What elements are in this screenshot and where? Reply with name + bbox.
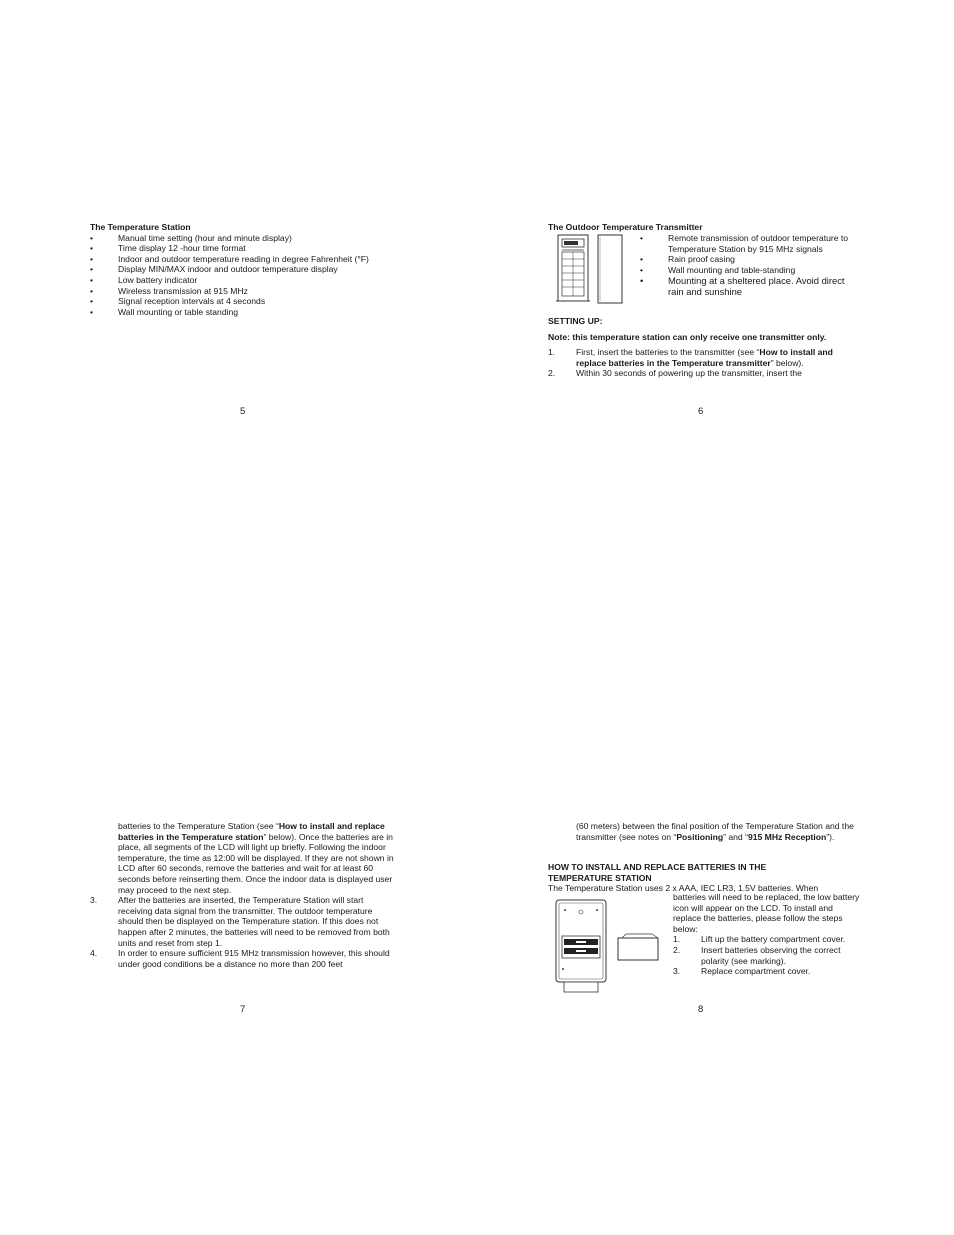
page8-battery-section [548, 862, 860, 894]
battery-heading-line2: TEMPERATURE STATION [548, 872, 652, 883]
list-item: • Rain proof casing [640, 254, 862, 265]
list-item: • Signal reception intervals at 4 seconds [90, 296, 420, 307]
list-item: 1. First, insert the batteries to the transmitter (see “How to install and replace batteries in the Temperature transmitter” below). [548, 347, 833, 368]
list-item: • Time display 12 -hour time format [90, 243, 420, 254]
list-item: • Wireless transmission at 915 MHz [90, 286, 420, 297]
page-number-5: 5 [240, 406, 246, 417]
battery-intro: The Temperature Station uses 2 x AAA, IEC LR3, 1.5V batteries. When [548, 883, 819, 894]
list-item: • Remote transmission of outdoor temperature to Temperature Station by 915 MHz signals [640, 233, 862, 254]
list-item: 2. Within 30 seconds of powering up the transmitter, insert the [548, 368, 802, 379]
page-number-6: 6 [698, 406, 704, 417]
page6-feature-list [640, 233, 862, 297]
list-item: • Manual time setting (hour and minute display) [90, 233, 420, 244]
list-item: • Mounting at a sheltered place. Avoid direct rain and sunshine [640, 275, 862, 297]
list-item: 3. Replace compartment cover. [673, 966, 811, 977]
list-item: 4. In order to ensure sufficient 915 MHz transmission however, this should under good conditions be a distance no more than 200 feet [90, 948, 390, 969]
page7-steps [90, 895, 396, 969]
list-item: • Display MIN/MAX indoor and outdoor temperature display [90, 264, 420, 275]
page8-continuation: (60 meters) between the final position of the Temperature Station and the transmitter (see notes on “Positioning” and “915 MHz Reception”). [576, 821, 854, 842]
page5-content [90, 222, 420, 317]
list-item: 3. After the batteries are inserted, the Temperature Station will start receiving data signal from the transmitter. The outdoor temperature should then be displayed on the Temperature station. If this does not happen after 2 minutes, the batteries will need to be removed from both units and reset from step 1. [90, 895, 390, 948]
page6-feature-block [640, 233, 862, 297]
setup-note: Note: this temperature station can only receive one transmitter only. [548, 331, 827, 342]
list-item: 1. Lift up the battery compartment cover. [673, 934, 846, 945]
page6-setup [548, 316, 860, 379]
battery-side-text: batteries will need to be replaced, the low battery icon will appear on the LCD. To install and replace the batteries, please follow the steps below: [673, 892, 860, 934]
setting-up-heading: SETTING UP: [548, 316, 603, 326]
list-item: • Wall mounting or table standing [90, 307, 420, 318]
page8-steps-block [673, 892, 863, 977]
transmitter-illustration-icon [554, 233, 626, 307]
battery-steps [673, 934, 863, 976]
list-item: • Low battery indicator [90, 275, 420, 286]
list-item: 2. Insert batteries observing the correct polarity (see marking). [673, 944, 841, 966]
page5-feature-list [90, 233, 420, 318]
page6-heading: The Outdoor Temperature Transmitter [548, 222, 703, 232]
setup-steps [548, 347, 860, 379]
battery-heading-line1: HOW TO INSTALL AND REPLACE BATTERIES IN THE [548, 862, 767, 872]
page7-content [90, 821, 396, 969]
page7-continuation: batteries to the Temperature Station (see “How to install and replace batteries in the Temperature station” below). Once the batteries are in place, all segments of the LCD will light up briefly. Following the indoor temperature, the time as 12:00 will be displayed. If they are not shown in LCD after 60 seconds, remove the batteries and wait for at least 60 seconds before reinserting them. Once the indoor data is displayed user may proceed to the next step. [118, 821, 394, 895]
page-number-8: 8 [698, 1004, 704, 1015]
page-number-7: 7 [240, 1004, 246, 1015]
list-item: • Wall mounting and table-standing [640, 265, 862, 276]
battery-compartment-illustration-icon [554, 896, 662, 996]
page5-heading: The Temperature Station [90, 222, 191, 232]
list-item: • Indoor and outdoor temperature reading in degree Fahrenheit (°F) [90, 254, 420, 265]
